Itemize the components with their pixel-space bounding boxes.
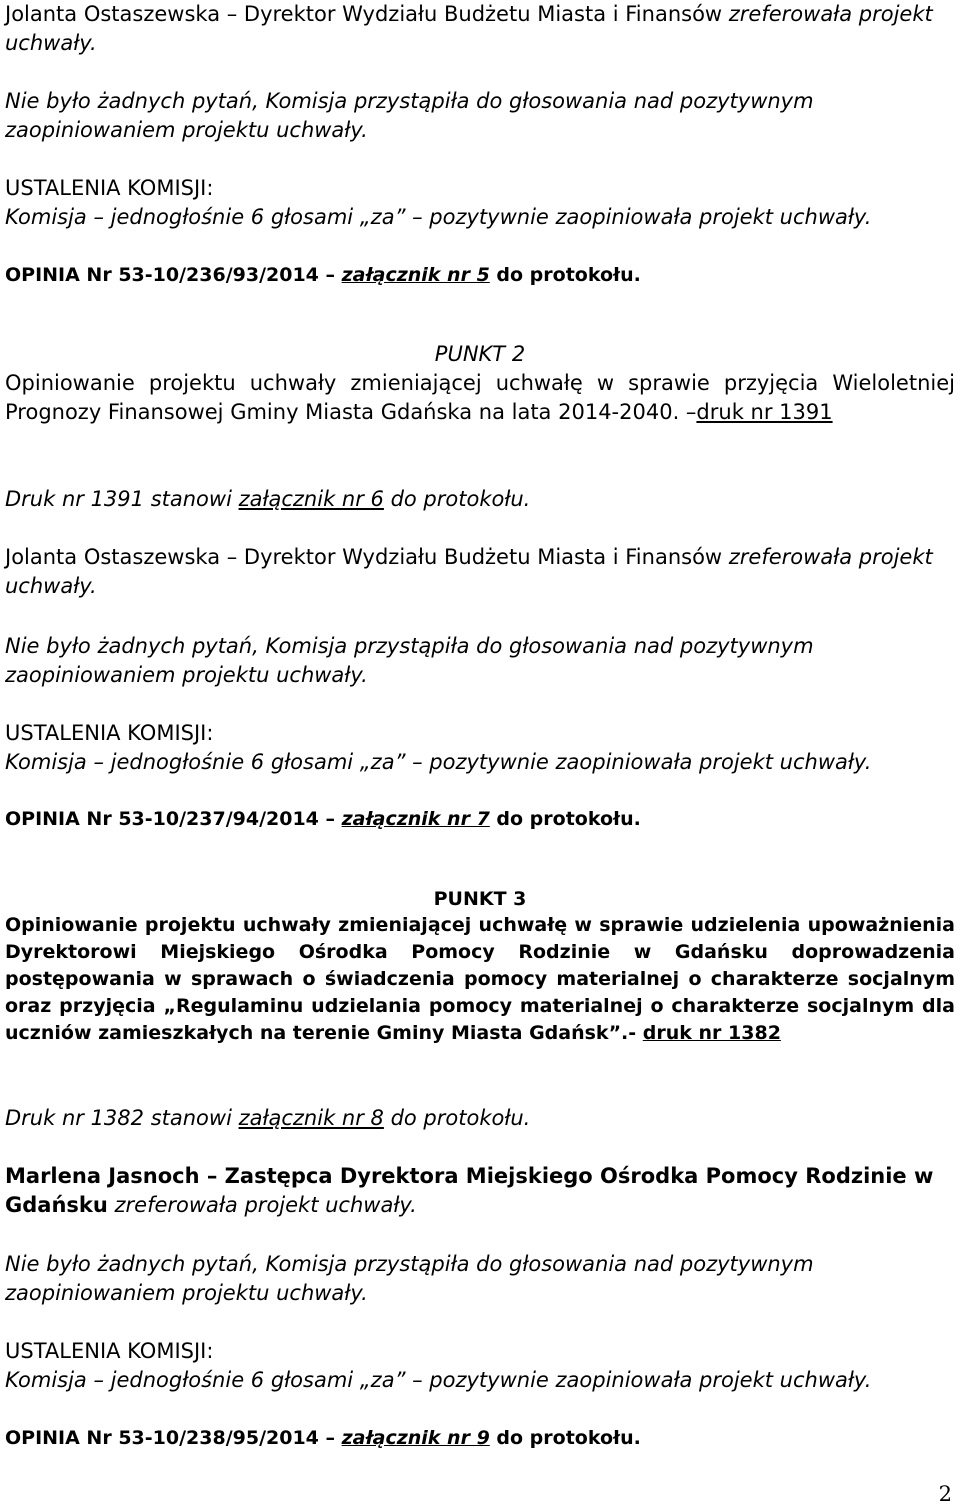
druk-note (5, 1104, 955, 1133)
section-title (5, 369, 955, 427)
opinion-suffix: do protokołu. (489, 808, 641, 830)
druk-note-prefix: Druk nr 1391 stanowi (5, 487, 239, 511)
section-heading: PUNKT 2 (434, 342, 526, 366)
findings-label: USTALENIA KOMISJI: (5, 176, 214, 200)
opinion-number: OPINIA Nr 53-10/238/95/2014 – (5, 1427, 342, 1449)
attachment-link[interactable]: załącznik nr 8 (238, 1106, 384, 1130)
findings-text: Komisja – jednogłośnie 6 głosami „za” – pozytywnie zaopiniowała projekt uchwały. (5, 205, 872, 229)
opinion-line (5, 262, 955, 289)
attachment-link[interactable]: załącznik nr 9 (341, 1427, 490, 1449)
attachment-link[interactable]: załącznik nr 7 (341, 808, 490, 830)
vote-paragraph: Nie było żadnych pytań, Komisja przystąpiła do głosowania nad pozytywnym zaopiniowaniem projektu uchwały. (5, 1252, 814, 1305)
opinion-suffix: do protokołu. (489, 264, 641, 286)
attachment-link[interactable]: załącznik nr 6 (238, 487, 384, 511)
reporter-action: zreferowała projekt uchwały. (5, 545, 933, 598)
druk-link[interactable]: druk nr 1382 (642, 1022, 781, 1044)
vote-paragraph: Nie było żadnych pytań, Komisja przystąpiła do głosowania nad pozytywnym zaopiniowaniem projektu uchwały. (5, 89, 814, 142)
report-paragraph (5, 0, 955, 58)
druk-link[interactable]: druk nr 1391 (696, 400, 833, 424)
page-number: 2 (938, 1482, 952, 1506)
opinion-suffix: do protokołu. (489, 1427, 641, 1449)
report-paragraph (5, 543, 955, 601)
opinion-line (5, 1425, 955, 1452)
opinion-line (5, 806, 955, 833)
druk-note (5, 485, 955, 514)
reporter-name: Jolanta Ostaszewska – Dyrektor Wydziału Budżetu Miasta i Finansów (5, 545, 723, 569)
findings-label: USTALENIA KOMISJI: (5, 1339, 214, 1363)
section-title (5, 912, 955, 1047)
druk-note-suffix: do protokołu. (383, 487, 531, 511)
reporter-action: zreferowała projekt uchwały. (107, 1193, 417, 1217)
section-heading: PUNKT 3 (433, 888, 527, 910)
reporter-name: Marlena Jasnoch – Zastępca Dyrektora Miejskiego Ośrodka Pomocy Rodzinie w Gdańsku (5, 1164, 934, 1217)
section-title-text: Opiniowanie projektu uchwały zmieniającej uchwałę w sprawie przyjęcia Wieloletniej Prognozy Finansowej Gminy Miasta Gdańska na lata 2014-2040. – (5, 371, 955, 424)
reporter-action: zreferowała projekt uchwały. (5, 2, 933, 55)
section-title-text: Opiniowanie projektu uchwały zmieniającej uchwałę w sprawie udzielenia upoważnienia Dyrektorowi Miejskiego Ośrodka Pomocy Rodzinie w Gdańsku doprowadzenia postępowania w sprawach o świadczenia pomocy materialnej o charakterze socjalnym oraz przyjęcia „Regulaminu udzielania pomocy materialnej o charakterze socjalnym dla uczniów zamieszkałych na terenie Gminy Miasta Gdańsk”.- (5, 914, 955, 1044)
findings-text: Komisja – jednogłośnie 6 głosami „za” – pozytywnie zaopiniowała projekt uchwały. (5, 1368, 872, 1392)
findings-label: USTALENIA KOMISJI: (5, 721, 214, 745)
druk-note-prefix: Druk nr 1382 stanowi (5, 1106, 239, 1130)
opinion-number: OPINIA Nr 53-10/236/93/2014 – (5, 264, 342, 286)
druk-note-suffix: do protokołu. (383, 1106, 531, 1130)
findings-text: Komisja – jednogłośnie 6 głosami „za” – pozytywnie zaopiniowała projekt uchwały. (5, 750, 872, 774)
vote-paragraph: Nie było żadnych pytań, Komisja przystąpiła do głosowania nad pozytywnym zaopiniowaniem projektu uchwały. (5, 634, 814, 687)
attachment-link[interactable]: załącznik nr 5 (341, 264, 490, 286)
reporter-name: Jolanta Ostaszewska – Dyrektor Wydziału Budżetu Miasta i Finansów (5, 2, 723, 26)
report-paragraph (5, 1162, 955, 1220)
opinion-number: OPINIA Nr 53-10/237/94/2014 – (5, 808, 342, 830)
